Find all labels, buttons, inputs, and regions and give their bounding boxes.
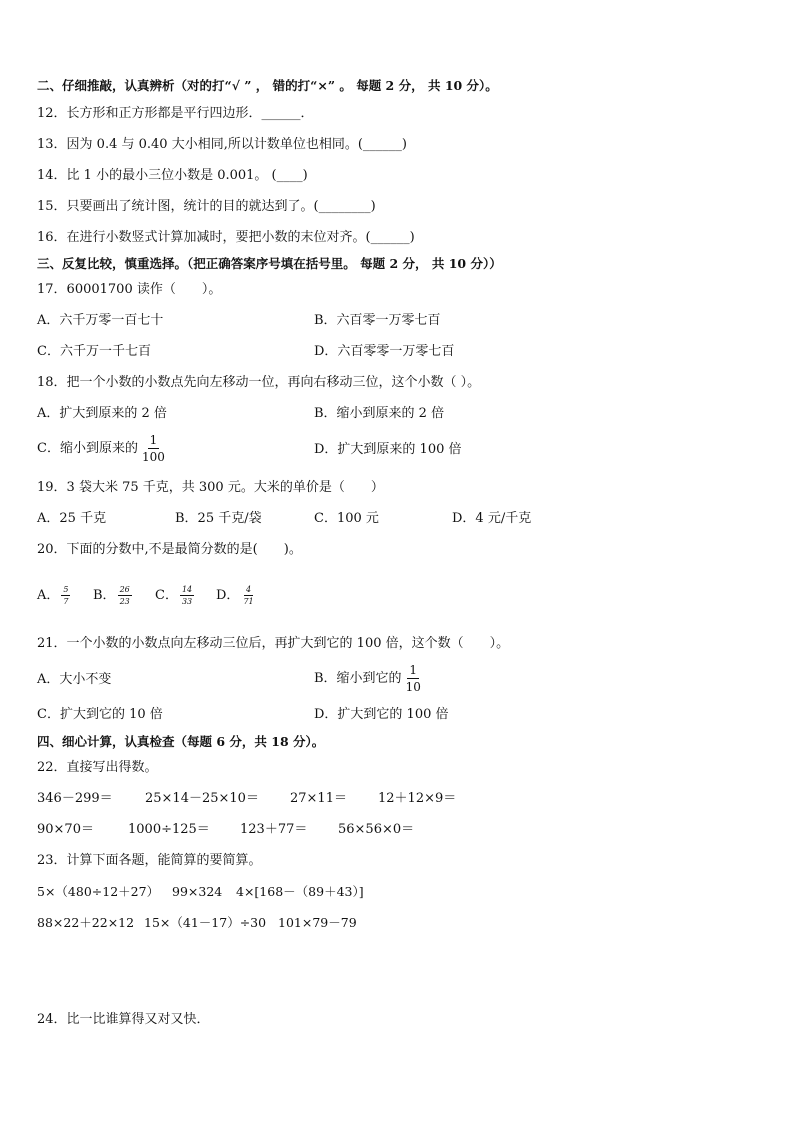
- question-19-stem: 19．3 袋大米 75 千克，共 300 元。大米的单价是（ ）: [37, 480, 384, 495]
- fraction: [61, 585, 70, 606]
- q22-expression: 27×11＝: [290, 791, 347, 806]
- q22-expression: 12＋12×9＝: [378, 791, 457, 806]
- q22-expression: 25×14－25×10＝: [145, 791, 259, 806]
- option-label: A．: [37, 588, 60, 603]
- question-18-option-b: B．缩小到原来的 2 倍: [314, 406, 445, 421]
- question-19-option-c: C．100 元: [314, 511, 379, 526]
- option-label: C．: [155, 588, 178, 603]
- fraction-denominator: 100: [141, 450, 165, 464]
- question-24-stem: 24．比一比谁算得又对又快．: [37, 1012, 210, 1027]
- fraction-denominator: 7: [63, 597, 69, 606]
- question-18-stem: 18．把一个小数的小数点先向左移动一位，再向右移动三位，这个小数（ ）。: [37, 375, 481, 390]
- question-22-stem: 22．直接写出得数。: [37, 760, 158, 775]
- question-21-option-b: [314, 662, 423, 696]
- q23-expression: 15×（41－17）÷30: [144, 915, 267, 930]
- question-18-option-a: A．扩大到原来的 2 倍: [37, 406, 167, 421]
- question-17-stem: 17．60001700 读作（ ）。: [37, 282, 222, 297]
- fraction-numerator: 14: [181, 585, 193, 594]
- option-label: D．: [216, 588, 240, 603]
- question-18-option-c: [37, 432, 167, 466]
- question-17-option-c: C．六千万一千七百: [37, 344, 151, 359]
- section-4-header: 四、细心计算，认真检查（每题 6 分，共 18 分）。: [37, 734, 325, 749]
- question-21-option-d: D．扩大到它的 100 倍: [314, 707, 449, 722]
- question-20-option-c: [155, 584, 194, 608]
- fraction-one-hundredth: [140, 433, 167, 464]
- question-19-option-b: B．25 千克/袋: [175, 511, 262, 526]
- question-20-option-a: [37, 584, 70, 608]
- question-21-option-c: C．扩大到它的 10 倍: [37, 707, 163, 722]
- question-13: 13．因为 0.4 与 0.40 大小相同,所以计数单位也相同。(______): [37, 137, 407, 152]
- q23-expression: 5×（480÷12＋27）: [37, 884, 160, 899]
- question-17-option-a: A．六千万零一百七十: [37, 313, 164, 328]
- section-3-header: 三、反复比较，慎重选择。（把正确答案序号填在括号里。 每题 2 分， 共 10 分））: [37, 256, 502, 271]
- fraction-one-tenth: [404, 663, 423, 694]
- q22-expression: 90×70＝: [37, 822, 94, 837]
- fraction: [118, 585, 132, 606]
- question-18-option-d: D．扩大到原来的 100 倍: [314, 442, 462, 457]
- option-label: B．: [93, 588, 116, 603]
- question-23-stem: 23．计算下面各题，能简算的要简算。: [37, 853, 262, 868]
- question-19-option-d: D．4 元/千克: [452, 511, 532, 526]
- fraction: [180, 585, 194, 606]
- question-16: 16．在进行小数竖式计算加减时，要把小数的末位对齐。(______): [37, 230, 415, 245]
- fraction-denominator: 23: [119, 597, 130, 606]
- fraction-denominator: 71: [243, 597, 254, 606]
- section-2-header: 二、仔细推敲，认真辨析（对的打“√ ” ， 错的打“×” 。 每题 2 分， 共 10 分）。: [37, 78, 498, 93]
- question-17-option-d: D．六百零零一万零七百: [314, 344, 455, 359]
- q22-expression: 123＋77＝: [240, 822, 308, 837]
- fraction: [241, 585, 255, 606]
- q22-expression: 346－299＝: [37, 791, 113, 806]
- q22-expression: 56×56×0＝: [338, 822, 415, 837]
- fraction-denominator: 10: [405, 680, 421, 694]
- q22-expression: 1000÷125＝: [128, 822, 210, 837]
- question-15: 15．只要画出了统计图，统计的目的就达到了。(________): [37, 199, 376, 214]
- question-20-option-d: [216, 584, 256, 608]
- question-19-option-a: A．25 千克: [37, 511, 107, 526]
- question-20-stem: 20．下面的分数中,不是最简分数的是( )。: [37, 542, 302, 557]
- q23-expression: 99×324: [172, 884, 223, 899]
- q23-expression: 101×79－79: [278, 915, 357, 930]
- fraction-numerator: 1: [409, 663, 418, 677]
- question-17-option-b: B．六百零一万零七百: [314, 313, 441, 328]
- question-14: 14．比 1 小的最小三位小数是 0.001。 (____): [37, 168, 308, 183]
- q23-expression: 4×[168－（89＋43）]: [236, 884, 364, 899]
- question-20-option-b: [93, 584, 132, 608]
- question-21-stem: 21．一个小数的小数点向左移动三位后，再扩大到它的 100 倍，这个数（ ）。: [37, 636, 510, 651]
- fraction-numerator: 26: [119, 585, 130, 594]
- q23-expression: 88×22＋22×12: [37, 915, 135, 930]
- fraction-denominator: 33: [181, 597, 193, 606]
- question-21-option-a: A．大小不变: [37, 672, 112, 687]
- question-18-option-c-label: C．缩小到原来的: [37, 441, 138, 456]
- fraction-numerator: 1: [149, 433, 158, 447]
- question-12: 12．长方形和正方形都是平行四边形．______．: [37, 106, 314, 121]
- fraction-numerator: 5: [63, 585, 69, 594]
- fraction-numerator: 4: [245, 585, 252, 594]
- question-21-option-b-label: B．缩小到它的: [314, 671, 402, 686]
